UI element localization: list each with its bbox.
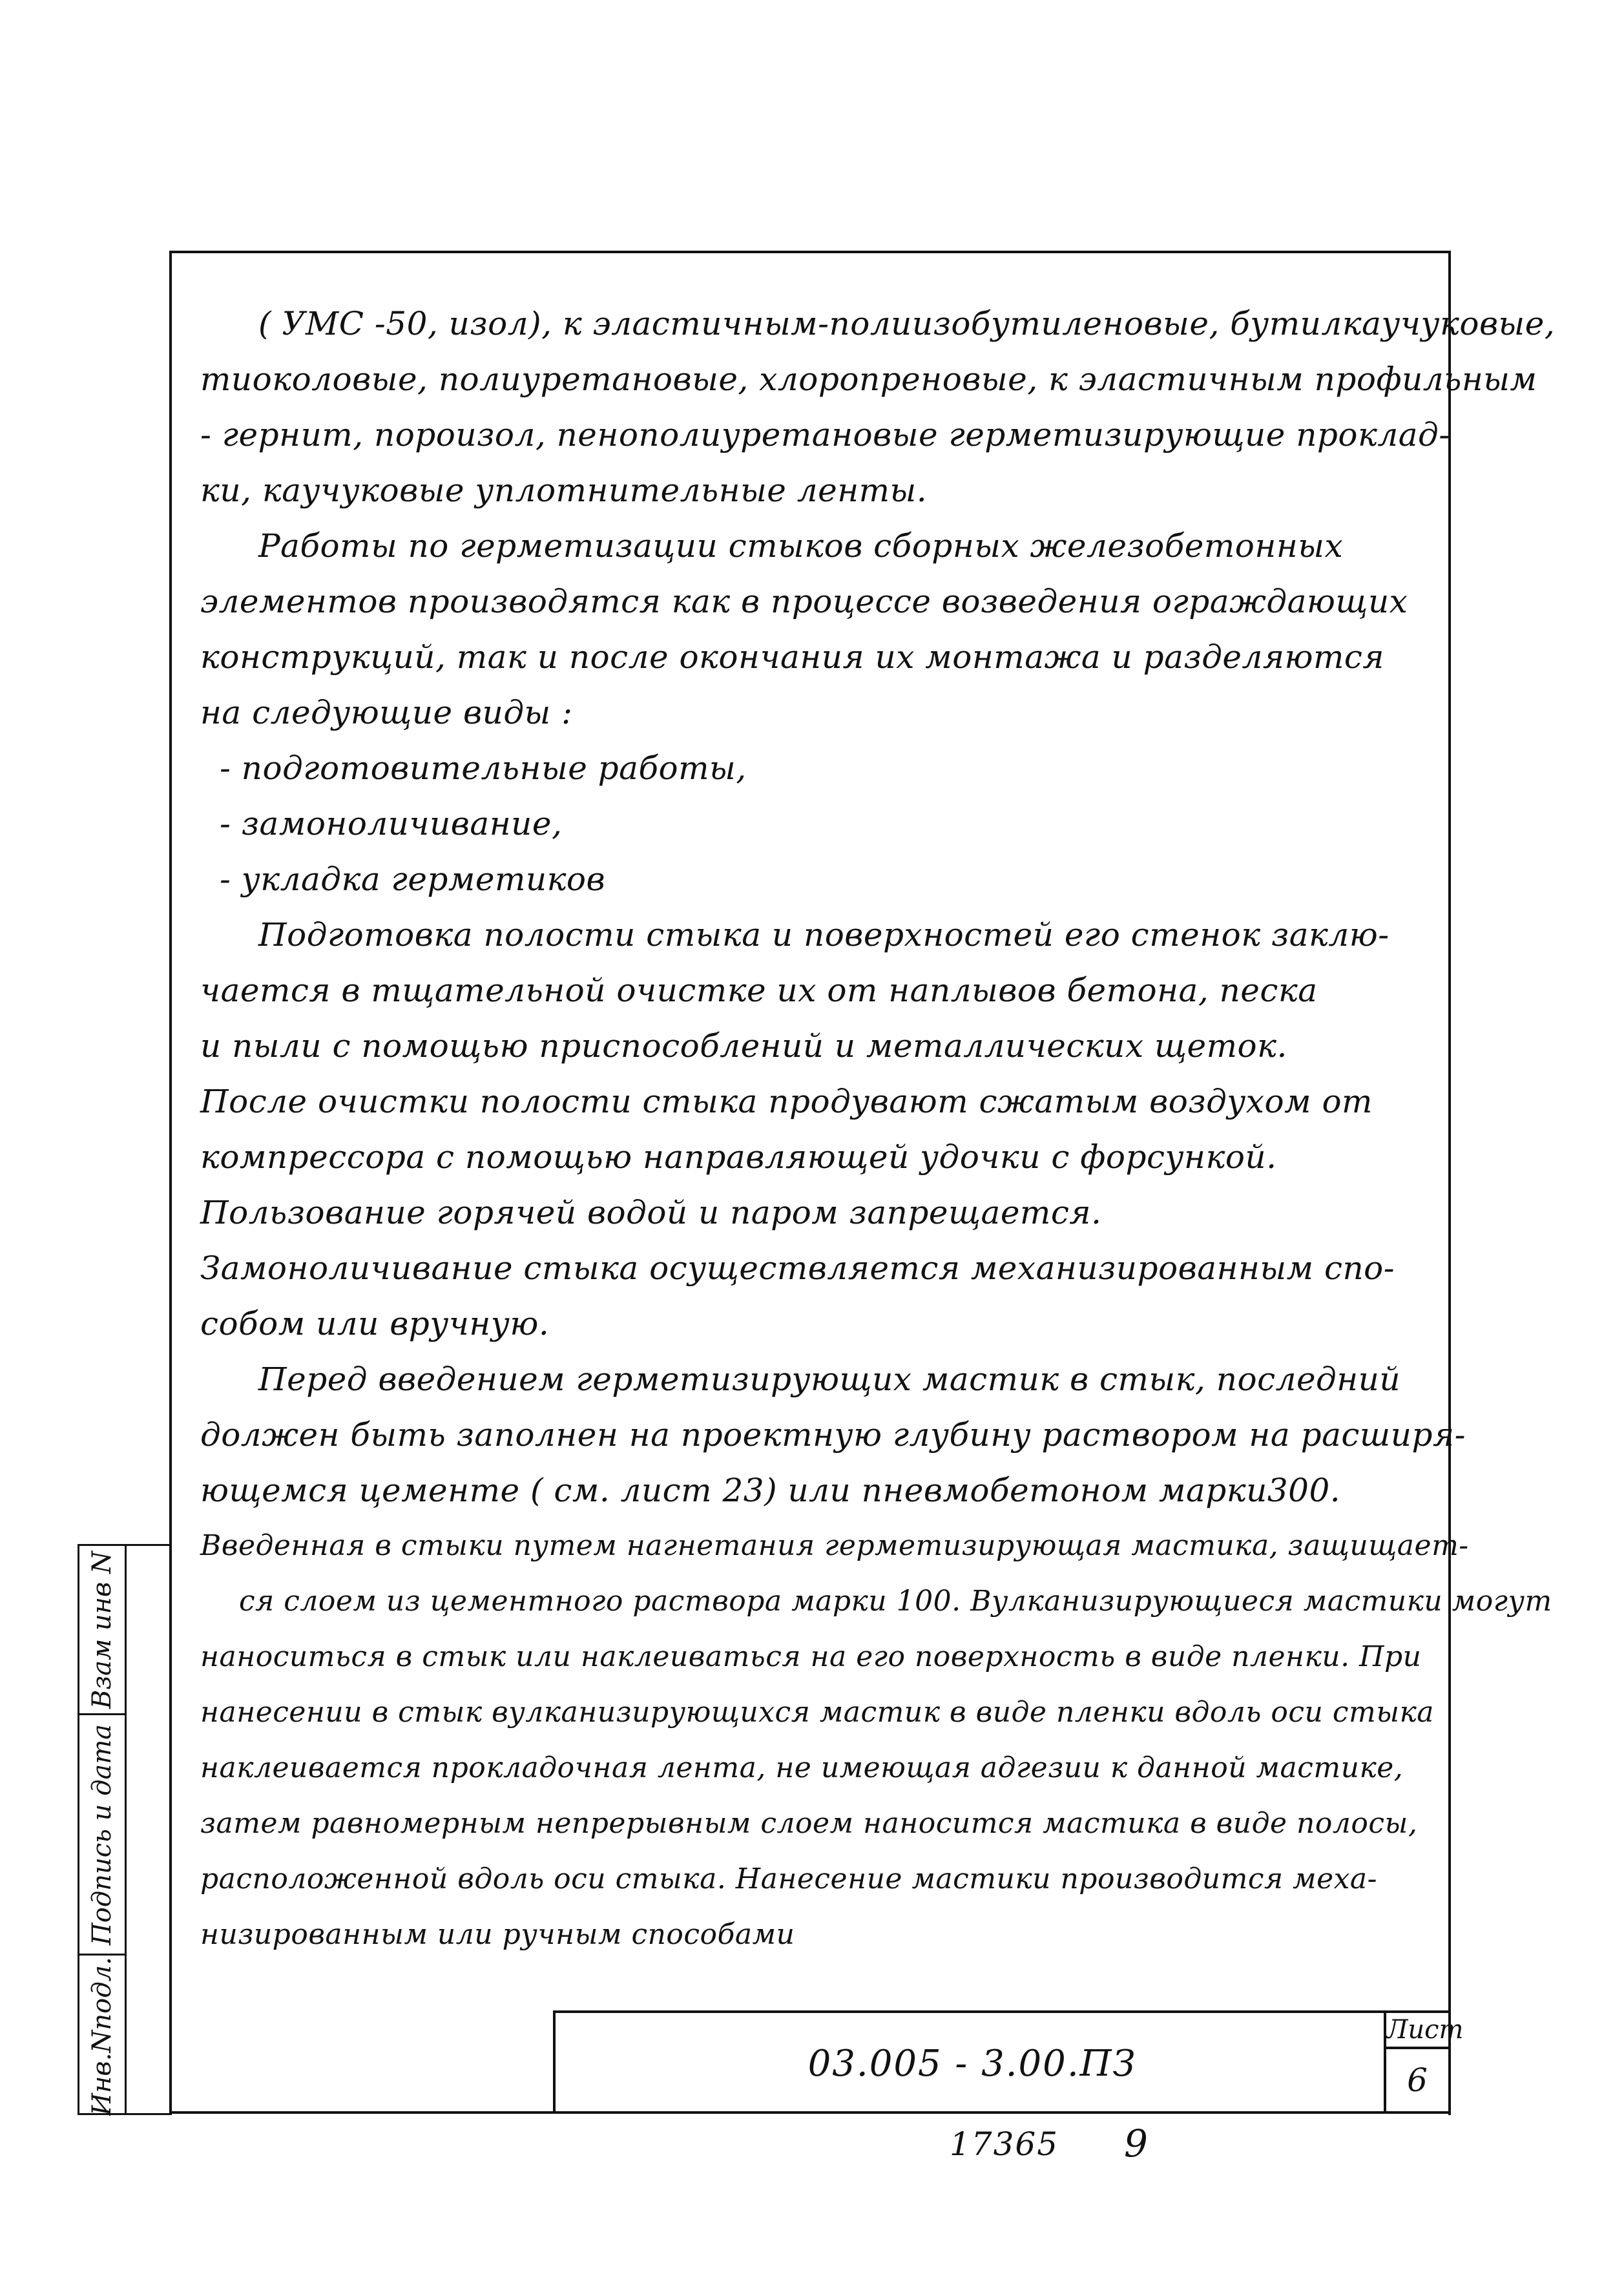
side-stamp-cell-inventory [79,1956,125,2117]
body-line: ( УМС -50, изол), к эластичным-полиизобутиленовые, бутилкаучуковые, [258,305,1556,342]
body-line: и пыли с помощью приспособлений и металлических щеток. [200,1027,1287,1065]
body-line: низированным или ручным способами [200,1918,795,1951]
footer-page-number: 9 [1124,2122,1148,2165]
sheet-label: Лист [1386,2013,1448,2049]
body-line: Подготовка полости стыка и поверхностей его стенок заклю- [258,916,1390,954]
body-line: чается в тщательной очистке их от наплывов бетона, песка [200,972,1318,1009]
sheet-number: 6 [1407,2061,1428,2099]
body-line: Пользование горячей водой и паром запрещается. [200,1194,1102,1231]
side-stamp-signature-label: Подпись и дата [87,1724,117,1945]
body-line: Перед введением герметизирующих мастик в стык, последний [258,1361,1401,1398]
body-line: ся слоем из цементного раствора марки 100. Вулканизирующиеся мастики могут [239,1585,1552,1618]
sheet-cell [1384,2013,1464,2114]
body-line: Работы по герметизации стыков сборных железобетонных [258,527,1344,565]
body-line: должен быть заполнен на проектную глубину раствором на расширя- [200,1416,1466,1454]
side-stamp-cell-replacement [79,1546,125,1715]
body-line: конструкций, так и после окончания их монтажа и разделяются [200,638,1384,676]
body-line: расположенной вдоль оси стыка. Нанесение мастики производится меха- [200,1862,1378,1895]
body-line: - укладка герметиков [220,861,606,898]
body-line: нанесении в стык вулканизирующихся мастик в виде пленки вдоль оси стыка [200,1696,1435,1729]
side-stamp-replacement-label: Взам инв N [87,1550,118,1709]
body-line: элементов производятся как в процессе возведения ограждающих [200,583,1408,620]
body-line: - подготовительные работы, [220,749,747,787]
body-line: затем равномерным непрерывным слоем наносится мастика в виде полосы, [200,1807,1418,1840]
body-line: наклеивается прокладочная лента, не имеющая адгезии к данной мастике, [200,1751,1404,1784]
body-line: тиоколовые, полиуретановые, хлоропреновые, к эластичным профильным [200,360,1537,398]
document-number: 03.005 - 3.00.ПЗ [807,2042,1137,2085]
side-stamp [78,1544,169,2115]
title-block [553,2010,1464,2114]
body-line: Введенная в стыки путем нагнетания герметизирующая мастика, защищает- [200,1529,1469,1562]
side-stamp-cell-signature [79,1715,125,1956]
body-line: После очистки полости стыка продувают сжатым воздухом от [200,1083,1373,1120]
body-line: компрессора с помощью направляющей удочки с форсункой. [200,1138,1277,1176]
body-line: собом или вручную. [200,1305,550,1342]
body-line: ющемся цементе ( см. лист 23) или пневмобетоном марки300. [200,1472,1341,1509]
side-stamp-divider [125,1546,127,2113]
body-line: на следующие виды : [200,694,573,731]
body-line: Замоноличивание стыка осуществляется механизированным спо- [200,1249,1395,1287]
body-line: ки, каучуковые уплотнительные ленты. [200,472,928,509]
body-text [200,296,1556,1963]
body-line: - гернит, пороизол, пенополиуретановые герметизирующие проклад- [200,416,1450,454]
body-line: - замоноличивание, [220,805,563,842]
footer-code: 17365 [950,2125,1059,2163]
body-line: наноситься в стык или наклеиваться на его поверхность в виде пленки. При [200,1640,1422,1673]
side-stamp-inventory-label: Инв.Nподл. [87,1957,118,2116]
